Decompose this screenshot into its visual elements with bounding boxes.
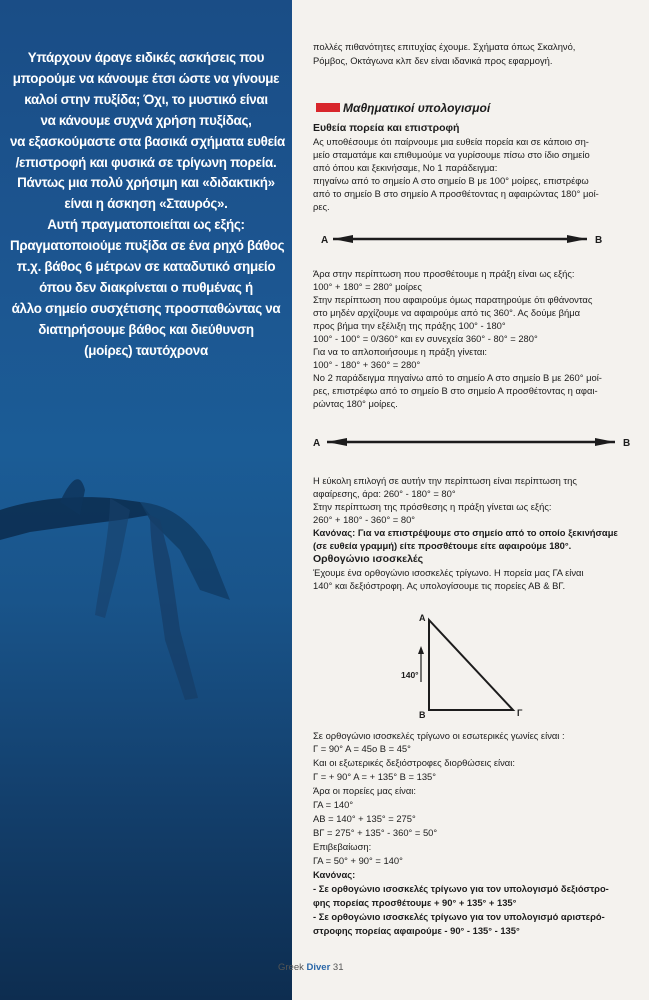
body-line: 260° + 180° - 360° = 80° [313,514,416,525]
quote-line: μπορούμε να κάνουμε έτσι ώστε να γίνουμε [12,70,280,86]
point-a-label: A [321,235,329,246]
quote-line: είναι η άσκηση «Σταυρός». [64,196,228,212]
body-line: 100° - 180° + 360° = 280° [313,359,421,370]
body-line: ρες. [313,201,330,212]
body-line: Στην περίπτωση της πρόσθεσης η πράξη γίνεται ως εξής: [313,501,552,512]
arrow-diagram-2 [313,432,633,452]
diver-silhouette [0,440,292,740]
body-line: Γ = + 90° Α = + 135° Β = 135° [313,771,437,782]
quote-line: διατηρήσουμε βάθος και διεύθυνση [38,321,254,337]
underwater-photo-panel [0,0,292,1000]
rule-line: - Σε ορθογώνιο ισοσκελές τρίγωνο για τον υπολογισμό αριστερό- [313,911,605,922]
rule-title: Κανόνας: [313,869,356,880]
body-line: αφαίρεσης, άρα: 260° - 180° = 80° [313,488,456,499]
arrow-diagram-1 [313,229,633,249]
rule-line: Κανόνας: Για να επιστρέψουμε στο σημείο από το οποίο ξεκινήσαμε [313,527,618,538]
body-line: 140° και δεξιόστροφη. Ας υπολογίσουμε τις πορείες ΑΒ & ΒΓ. [313,580,566,591]
subsection-title: Ευθεία πορεία και επιστροφή [313,122,460,134]
footer-brand-diver: Diver [306,962,331,973]
body-line: Άρα οι πορείες μας είναι: [313,785,416,796]
quote-line: καλοί στην πυξίδα; Όχι, το μυστικό είναι [24,91,268,107]
body-line: μείο σταματάμε και επιθυμούμε να γυρίσουμε πίσω στο ίδιο σημείο [313,149,590,160]
vertex-b-label: B [419,710,426,720]
page-number: 31 [332,962,344,973]
quote-line: Αυτή πραγματοποιείται ως εξής: [47,217,245,233]
vertex-g-label: Γ [517,708,523,718]
body-line: Επιβεβαίωση: [313,841,372,852]
quote-line: /επιστροφή και φυσικά σε τρίγωνη πορεία. [15,154,277,170]
rule-line: (σε ευθεία γραμμή) είτε προσθέτουμε είτε αφαιρούμε 180°. [313,540,572,551]
quote-line: Πάντως μια πολύ χρήσιμη και «διδακτική» [17,175,275,191]
body-line: στο μηδέν αρχίζουμε να αφαιρούμε από τις 360°. Ας δούμε βήμα [313,307,581,318]
quote-line: Πραγματοποιούμε πυξίδα σε ένα ρηχό βάθος [10,238,285,254]
quote-line: Υπάρχουν άραγε ειδικές ασκήσεις που [27,50,265,65]
body-line: Σε ορθογώνιο ισοσκελές τρίγωνο οι εσωτερικές γωνίες είναι : [313,730,565,741]
body-line: 100° - 100° = 0/360° και εν συνεχεία 360° - 80° = 280° [313,333,538,344]
page-footer [278,962,344,973]
angle-label: 140° [401,670,419,680]
quote-line: π.χ. βάθος 6 μέτρων σε καταδυτικό σημείο [16,259,276,275]
body-line: ρες, επιστρέφω από το σημείο Β στο σημείο Α προσθέτοντας η αφαι- [313,385,598,396]
body-line: Η εύκολη επιλογή σε αυτήν την περίπτωση είναι περίπτωση της [313,475,577,486]
triangle-diagram [401,612,543,722]
body-line: Άρα στην περίπτωση που προσθέτουμε η πράξη είναι ως εξής: [313,268,575,279]
point-b-label: B [623,438,631,449]
body-line: 100° + 180° = 280° μοίρες [313,281,422,292]
quote-line: όπου δεν διακρίνεται ο πυθμένας ή [39,279,253,295]
quote-line: να εξασκούμαστε στα βασικά σχήματα ευθεία [10,133,285,149]
body-line: Για να το απλοποιήσουμε η πράξη γίνεται: [313,346,488,357]
body-line: Ας υποθέσουμε ότι παίρνουμε μια ευθεία πορεία και σε κάποιο ση- [313,136,589,147]
rule-line: - Σε ορθογώνιο ισοσκελές τρίγωνο για τον υπολογισμό δεξιόστρο- [313,883,609,894]
body-line: ρώντας 180° μοίρες. [313,398,398,409]
pull-quote [10,48,285,362]
point-b-label: B [595,235,603,246]
body-line: ΓΑ = 140° [313,799,354,810]
body-line: Γ = 90° Α = 45ο Β = 45° [313,743,411,754]
body-line: Νο 2 παράδειγμα πηγαίνω από το σημείο Α στο σημείο Β με 260° μοί- [313,372,602,383]
intro-line: Ρόμβος, Οκτάγωνα κλπ δεν είναι ιδανικά προς εφαρμογή. [313,55,553,66]
footer-brand-greek: Greek [278,962,304,973]
body-line: από όπου και ξεκινήσαμε, Νο 1 παράδειγμα: [313,162,498,173]
section-marker [316,103,340,112]
point-a-label: A [313,438,321,449]
body-line: Στην περίπτωση που αφαιρούμε όμως παρατηρούμε ότι φθάνοντας [313,294,593,305]
quote-line: να κάνουμε συχνά χρήση πυξίδας, [40,112,252,128]
body-line: ΒΓ = 275° + 135° - 360° = 50° [313,827,438,838]
rule-line: στροφης πορείας αφαιρούμε - 90° - 135° - 135° [313,925,520,936]
body-line: πηγαίνω από το σημείο Α στο σημείο Β με 100° μοίρες, επιστρέφω [313,175,589,186]
body-line: ΓΑ = 50° + 90° = 140° [313,855,403,866]
body-line: προς βήμα την εξέλιξη της πράξης 100° - 180° [313,320,506,331]
body-line: από το σημείο Β στο σημείο Α προσθέτοντας η αφαιρώντας 180° μοί- [313,188,599,199]
rule-line: φης πορείας προσθέτουμε + 90° + 135° + 135° [313,897,517,908]
body-line: ΑΒ = 140° + 135° = 275° [313,813,416,824]
body-line: Και οι εξωτερικές δεξιόστροφες διορθώσεις είναι: [313,757,515,768]
intro-line: πολλές πιθανότητες επιτυχίας έχουμε. Σχήματα όπως Σκαληνό, [313,41,576,52]
quote-line: (μοίρες) ταυτόχρονα [84,342,208,358]
quote-line: άλλο σημείο συσχέτισης προσπαθώντας να [11,300,281,316]
vertex-a-label: A [419,613,426,623]
subsection-title: Ορθογώνιο ισοσκελές [313,553,424,565]
body-line: Έχουμε ένα ορθογώνιο ισοσκελές τρίγωνο. Η πορεία μας ΓΑ είναι [313,567,584,578]
section-title: Μαθηματικοί υπολογισμοί [343,101,491,115]
